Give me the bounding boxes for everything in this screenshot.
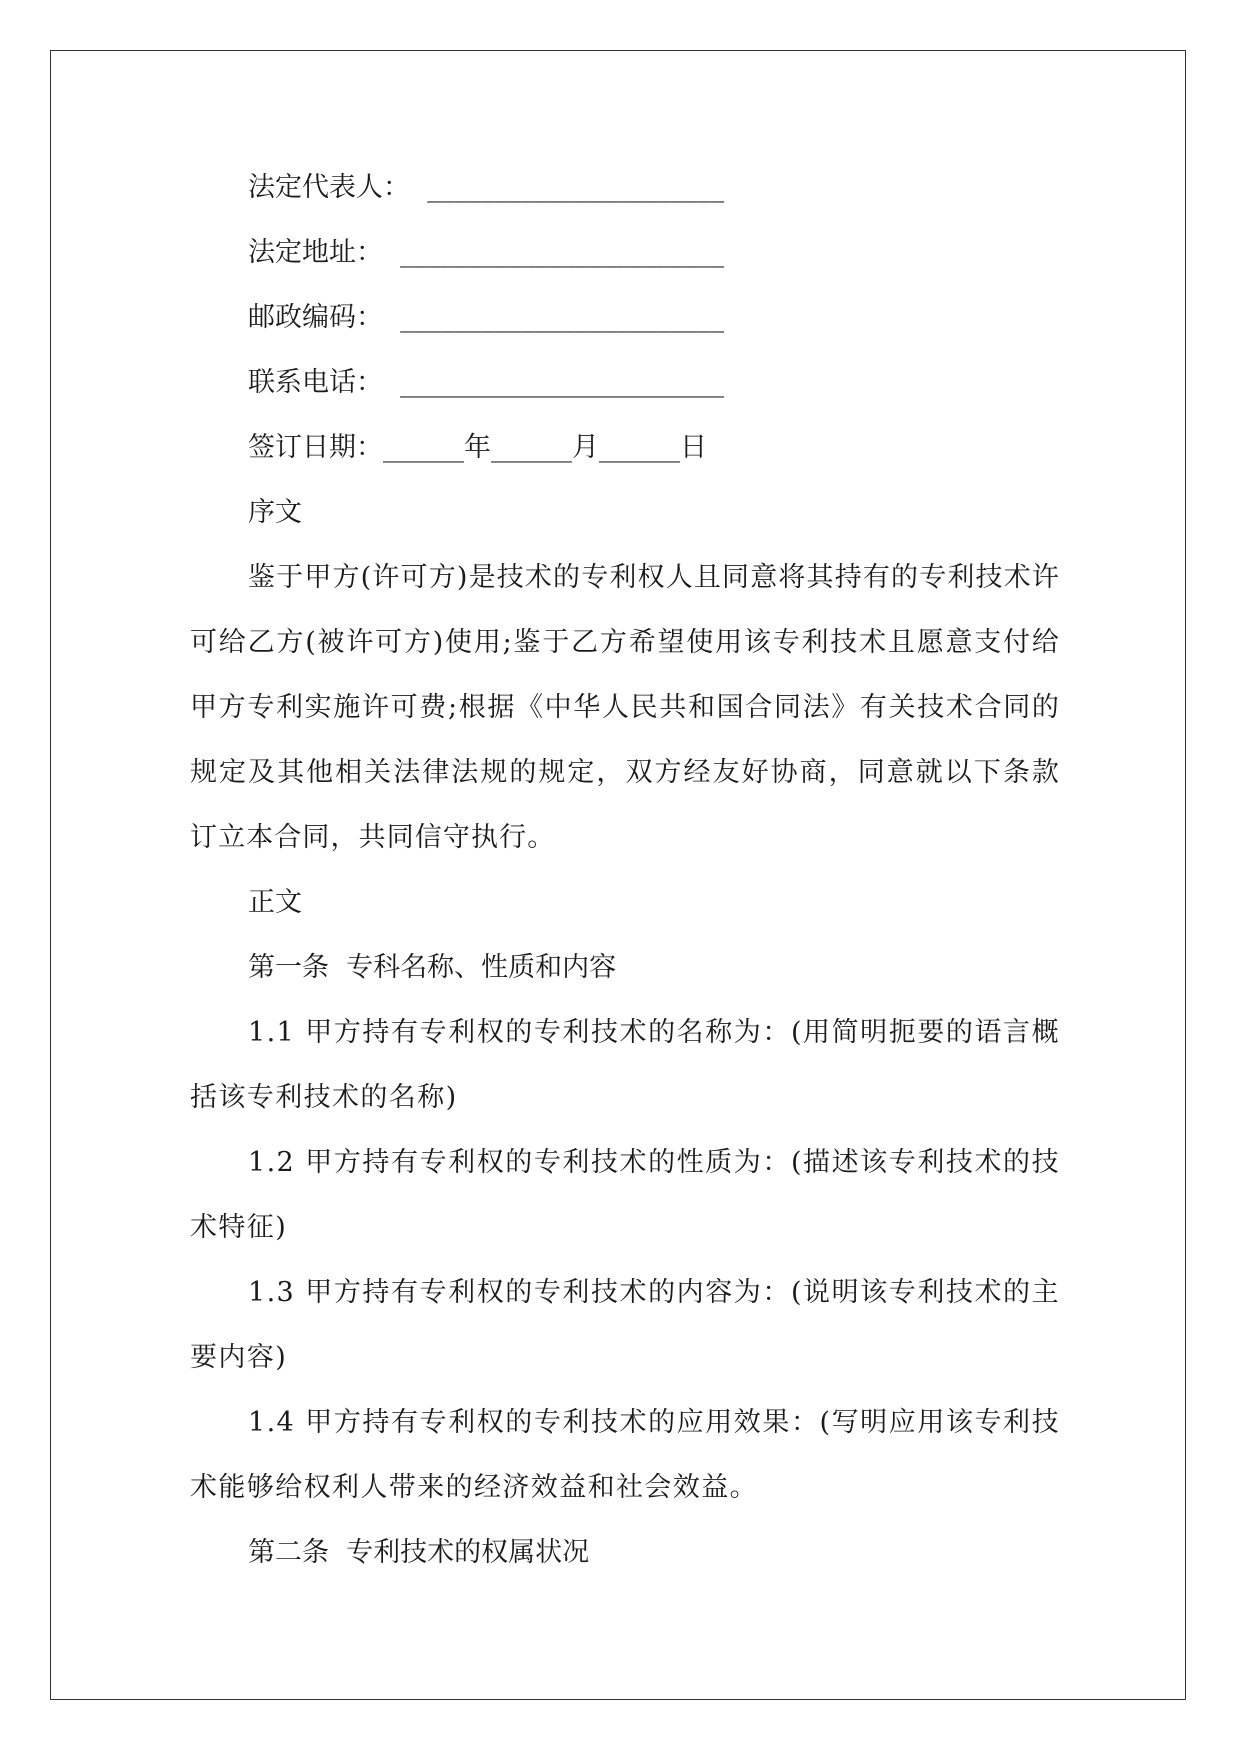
body-heading: 正文 — [248, 887, 302, 918]
article-2-title: 第二条 专利技术的权属状况 — [248, 1537, 590, 1568]
article-1-item-1: 1.1 甲方持有专利权的专利技术的名称为：(用简明扼要的语言概括该专利技术的名称) — [190, 1017, 1060, 1113]
legal-address-field: 法定地址： ________________________ — [248, 237, 725, 268]
article-1-item-4: 1.4 甲方持有专利权的专利技术的应用效果：(写明应用该专利技术能够给权利人带来的经济效益和社会效益。 — [190, 1407, 1060, 1503]
phone-field: 联系电话： ________________________ — [248, 367, 725, 398]
legal-representative-field: 法定代表人： ______________________ — [248, 172, 725, 203]
document-body — [190, 155, 1060, 1585]
sign-date-field: 签订日期：______年______月______日 — [248, 432, 707, 463]
article-1-item-2: 1.2 甲方持有专利权的专利技术的性质为：(描述该专利技术的技术特征) — [190, 1147, 1060, 1243]
postal-code-field: 邮政编码： ________________________ — [248, 302, 725, 333]
preface-heading: 序文 — [248, 497, 302, 528]
article-1-title: 第一条 专科名称、性质和内容 — [248, 952, 617, 983]
preface-paragraph: 鉴于甲方(许可方)是技术的专利权人且同意将其持有的专利技术许可给乙方(被许可方)使用;鉴于乙方希望使用该专利技术且愿意支付给甲方专利实施许可费;根据《中华人民共和国合同法》有关技术合同的规定及其他相关法律法规的规定，双方经友好协商，同意就以下条款订立本合同，共同信守执行。 — [190, 562, 1060, 853]
article-1-item-3: 1.3 甲方持有专利权的专利技术的内容为：(说明该专利技术的主要内容) — [190, 1277, 1060, 1373]
